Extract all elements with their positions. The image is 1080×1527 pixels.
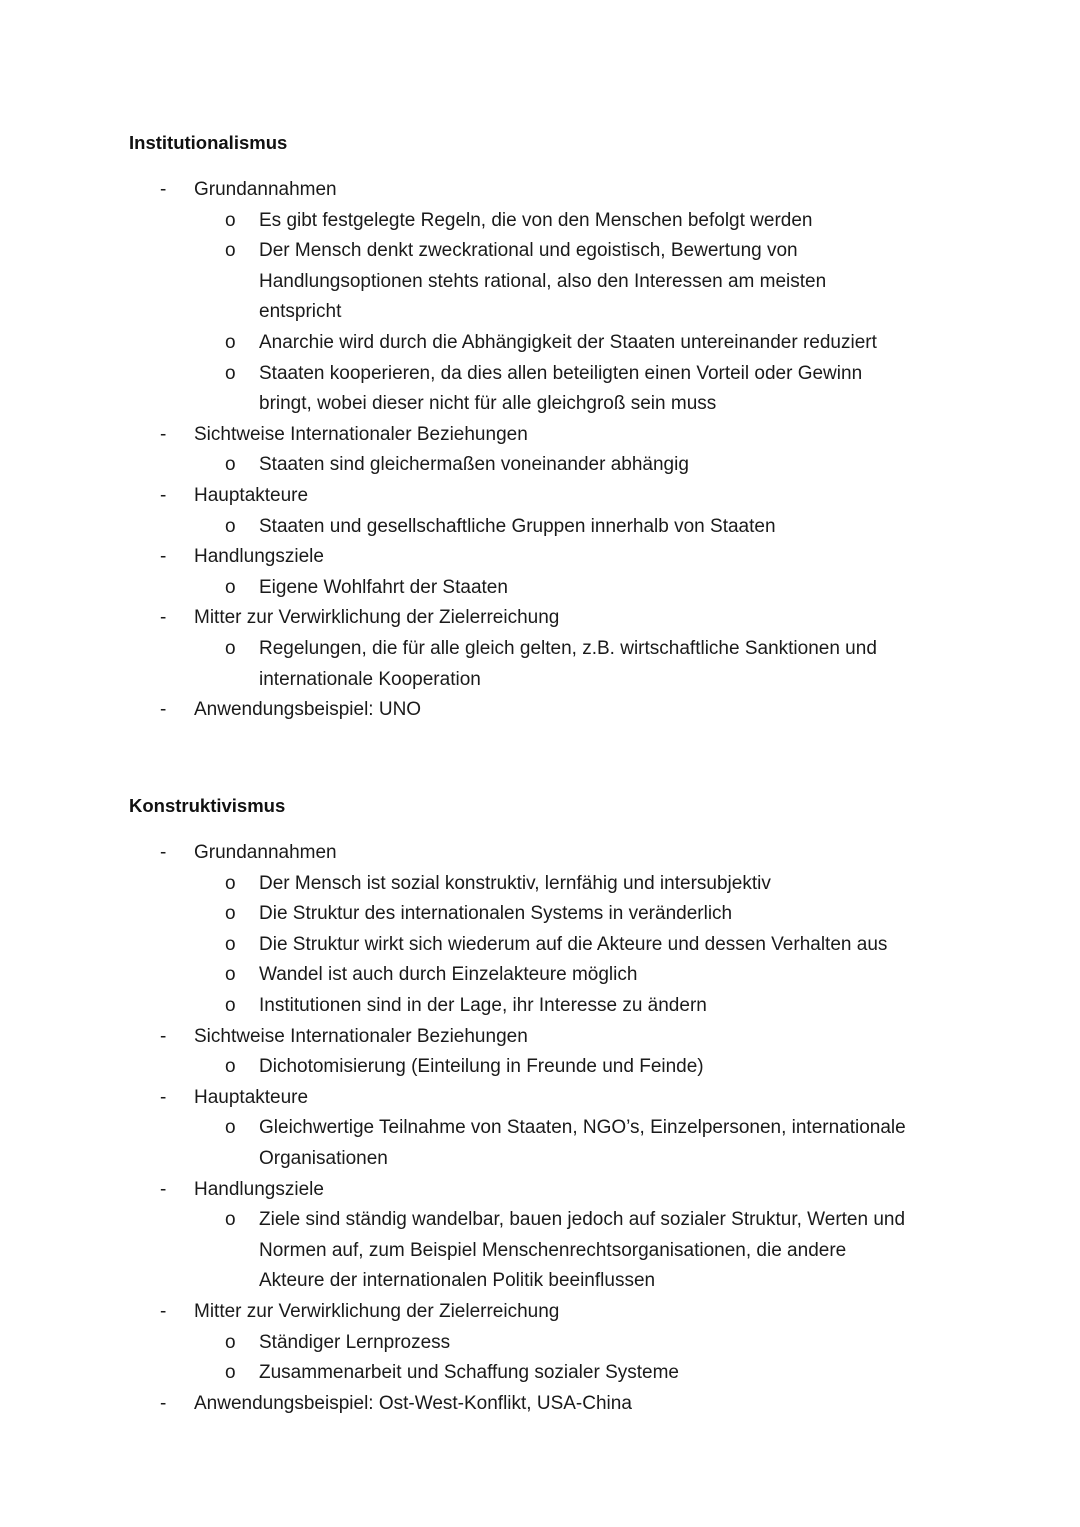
sub-list-item: [0, 899, 1080, 930]
circle-bullet-icon: o: [225, 637, 236, 659]
item-text: Ziele sind ständig wandelbar, bauen jedoch auf sozialer Struktur, Werten und: [259, 1209, 906, 1231]
circle-bullet-icon: o: [225, 964, 236, 986]
item-text: Hauptakteure: [194, 1086, 309, 1108]
sub-list-item: [0, 1205, 1080, 1236]
list-item: [0, 603, 1080, 634]
item-text: Normen auf, zum Beispiel Menschenrechtsorganisationen, die andere: [259, 1239, 847, 1261]
item-text: Akteure der internationalen Politik beeinflussen: [259, 1270, 656, 1292]
item-text: Handlungsoptionen stehts rational, also den Interessen am meisten: [259, 270, 827, 292]
sub-list-item: [0, 297, 1080, 328]
dash-bullet-icon: -: [160, 607, 167, 629]
item-text: Zusammenarbeit und Schaffung sozialer Systeme: [259, 1362, 679, 1384]
sub-list-item: [0, 991, 1080, 1022]
item-text: bringt, wobei dieser nicht für alle gleichgroß sein muss: [259, 393, 717, 415]
section-title: Konstruktivismus: [129, 795, 286, 816]
item-text: Ständiger Lernprozess: [259, 1331, 451, 1353]
item-text: entspricht: [259, 301, 342, 323]
sub-list-item: [0, 930, 1080, 961]
circle-bullet-icon: o: [225, 454, 236, 476]
circle-bullet-icon: o: [225, 1209, 236, 1231]
list-item: [0, 542, 1080, 573]
sub-list-item: [0, 328, 1080, 359]
circle-bullet-icon: o: [225, 576, 236, 598]
circle-bullet-icon: o: [225, 515, 236, 537]
circle-bullet-icon: o: [225, 1331, 236, 1353]
circle-bullet-icon: o: [225, 1362, 236, 1384]
item-text: Die Struktur des internationalen Systems in veränderlich: [259, 903, 733, 925]
circle-bullet-icon: o: [225, 933, 236, 955]
item-text: Gleichwertige Teilnahme von Staaten, NGO’s, Einzelpersonen, internationale: [259, 1117, 906, 1139]
item-text: internationale Kooperation: [259, 668, 481, 690]
dash-bullet-icon: -: [160, 423, 167, 445]
sub-list-item: [0, 1236, 1080, 1267]
item-text: Anwendungsbeispiel: Ost-West-Konflikt, USA-China: [194, 1392, 632, 1414]
dash-bullet-icon: -: [160, 484, 167, 506]
item-text: Sichtweise Internationaler Beziehungen: [194, 1025, 528, 1047]
sub-list-item: [0, 665, 1080, 696]
item-text: Staaten kooperieren, da dies allen beteiligten einen Vorteil oder Gewinn: [259, 362, 863, 384]
dash-bullet-icon: -: [160, 1300, 167, 1322]
item-text: Der Mensch ist sozial konstruktiv, lernfähig und intersubjektiv: [259, 872, 771, 894]
section-title: Institutionalismus: [129, 132, 288, 153]
item-text: Staaten sind gleichermaßen voneinander abhängig: [259, 454, 689, 476]
circle-bullet-icon: o: [225, 1117, 236, 1139]
item-text: Institutionen sind in der Lage, ihr Interesse zu ändern: [259, 994, 707, 1016]
list-item: [0, 420, 1080, 451]
dash-bullet-icon: -: [160, 179, 167, 200]
circle-bullet-icon: o: [225, 903, 236, 925]
circle-bullet-icon: o: [225, 240, 236, 262]
item-text: Der Mensch denkt zweckrational und egoistisch, Bewertung von: [259, 240, 798, 262]
list-item: [0, 175, 1080, 206]
item-text: Es gibt festgelegte Regeln, die von den Menschen befolgt werden: [259, 209, 813, 231]
item-text: Dichotomisierung (Einteilung in Freunde und Feinde): [259, 1056, 704, 1078]
dash-bullet-icon: -: [160, 546, 167, 568]
sub-list-item: [0, 960, 1080, 991]
item-text: Sichtweise Internationaler Beziehungen: [194, 423, 528, 445]
circle-bullet-icon: o: [225, 331, 236, 353]
circle-bullet-icon: o: [225, 1056, 236, 1078]
item-text: Wandel ist auch durch Einzelakteure möglich: [259, 964, 638, 986]
item-text: Die Struktur wirkt sich wiederum auf die Akteure und dessen Verhalten aus: [259, 933, 888, 955]
list-item: [0, 481, 1080, 512]
sub-list-item: [0, 1328, 1080, 1359]
circle-bullet-icon: o: [225, 994, 236, 1016]
sub-list-item: [0, 573, 1080, 604]
item-text: Regelungen, die für alle gleich gelten, z.B. wirtschaftliche Sanktionen und: [259, 637, 877, 659]
item-text: Anwendungsbeispiel: UNO: [194, 699, 422, 721]
dash-bullet-icon: -: [160, 842, 167, 863]
sub-list-item: [0, 389, 1080, 420]
item-text: Grundannahmen: [194, 842, 337, 863]
item-text: Mitter zur Verwirklichung der Zielerreichung: [194, 607, 560, 629]
bullet-list: [0, 838, 1080, 1419]
list-item: [0, 1175, 1080, 1206]
dash-bullet-icon: -: [160, 1392, 167, 1414]
dash-bullet-icon: -: [160, 1086, 167, 1108]
dash-bullet-icon: -: [160, 1025, 167, 1047]
sub-list-item: [0, 359, 1080, 390]
sub-list-item: [0, 1266, 1080, 1297]
dash-bullet-icon: -: [160, 1178, 167, 1200]
sub-list-item: [0, 267, 1080, 298]
item-text: Grundannahmen: [194, 179, 337, 200]
circle-bullet-icon: o: [225, 872, 236, 894]
sub-list-item: [0, 1144, 1080, 1175]
item-text: Handlungsziele: [194, 1178, 324, 1200]
list-item: [0, 838, 1080, 869]
item-text: Mitter zur Verwirklichung der Zielerreichung: [194, 1300, 560, 1322]
item-text: Anarchie wird durch die Abhängigkeit der Staaten untereinander reduziert: [259, 331, 877, 353]
list-item: [0, 1389, 1080, 1420]
circle-bullet-icon: o: [225, 362, 236, 384]
sub-list-item: [0, 634, 1080, 665]
dash-bullet-icon: -: [160, 699, 167, 721]
sub-list-item: [0, 206, 1080, 237]
item-text: Staaten und gesellschaftliche Gruppen innerhalb von Staaten: [259, 515, 776, 537]
sub-list-item: [0, 869, 1080, 900]
item-text: Eigene Wohlfahrt der Staaten: [259, 576, 508, 598]
sub-list-item: [0, 450, 1080, 481]
sub-list-item: [0, 1052, 1080, 1083]
item-text: Organisationen: [259, 1147, 388, 1169]
sub-list-item: [0, 1358, 1080, 1389]
bullet-list: [0, 175, 1080, 726]
list-item: [0, 1083, 1080, 1114]
list-item: [0, 695, 1080, 726]
sub-list-item: [0, 512, 1080, 543]
item-text: Handlungsziele: [194, 546, 324, 568]
sub-list-item: [0, 236, 1080, 267]
item-text: Hauptakteure: [194, 484, 309, 506]
sub-list-item: [0, 1113, 1080, 1144]
list-item: [0, 1022, 1080, 1053]
circle-bullet-icon: o: [225, 209, 236, 231]
list-item: [0, 1297, 1080, 1328]
